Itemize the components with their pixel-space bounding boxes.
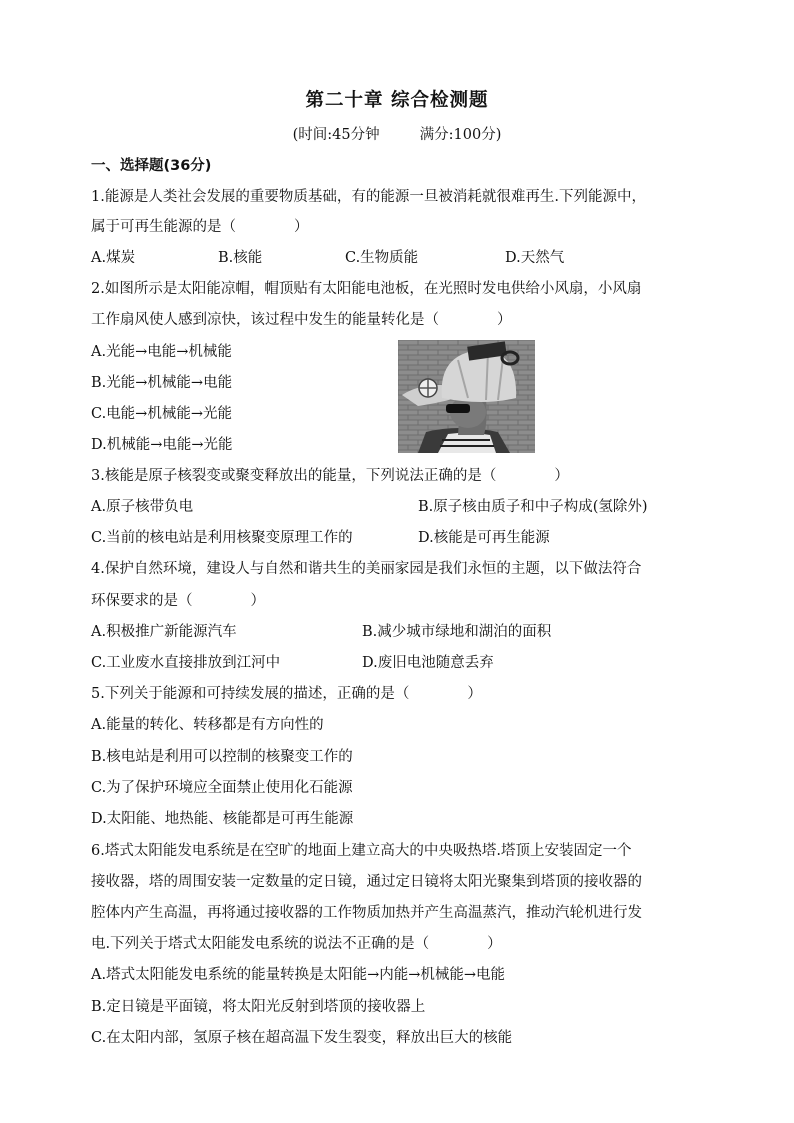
q1-option-a: A.煤炭	[91, 250, 136, 266]
q5-option-b: B.核电站是利用可以控制的核聚变工作的	[91, 749, 353, 765]
q6-option-b: B.定日镜是平面镜，将太阳光反射到塔顶的接收器上	[91, 999, 426, 1015]
question-2-text: 2.如图所示是太阳能凉帽，帽顶贴有太阳能电池板，在光照时发电供给小风扇，小风扇	[91, 281, 642, 297]
q5-option-c: C.为了保护环境应全面禁止使用化石能源	[91, 780, 353, 796]
question-3-text: 3.核能是原子核裂变或聚变释放出的能量，下列说法正确的是（ ）	[91, 468, 569, 484]
page-title: 第二十章 综合检测题	[305, 90, 489, 111]
section-heading: 一、选择题(36分)	[91, 158, 212, 174]
question-2-text-cont: 工作扇风使人感到凉快，该过程中发生的能量转化是（ ）	[91, 312, 512, 328]
question-1-text: 1.能源是人类社会发展的重要物质基础，有的能源一旦被消耗就很难再生.下列能源中，	[91, 189, 646, 205]
q1-option-b: B.核能	[218, 250, 263, 266]
q2-option-d: D.机械能→电能→光能	[91, 437, 233, 453]
exam-time: (时间:45分钟	[292, 127, 380, 143]
question-5-text: 5.下列关于能源和可持续发展的描述，正确的是（ ）	[91, 686, 482, 702]
exam-score: 满分:100分)	[419, 127, 502, 143]
q1-option-c: C.生物质能	[345, 250, 419, 266]
question-4-text-cont: 环保要求的是（ ）	[91, 593, 265, 609]
question-6-text-cont-1: 接收器，塔的周围安装一定数量的定日镜，通过定日镜将太阳光聚集到塔顶的接收器的	[91, 874, 642, 890]
question-6-text: 6.塔式太阳能发电系统是在空旷的地面上建立高大的中央吸热塔.塔顶上安装固定一个	[91, 843, 632, 859]
q2-option-c: C.电能→机械能→光能	[91, 406, 232, 422]
q4-option-c: C.工业废水直接排放到江河中	[91, 655, 281, 671]
question-6-text-cont-2: 腔体内产生高温，再将通过接收器的工作物质加热并产生高温蒸汽，推动汽轮机进行发	[91, 905, 642, 921]
q1-option-d: D.天然气	[505, 250, 565, 266]
q4-option-a: A.积极推广新能源汽车	[91, 624, 237, 640]
q3-option-a: A.原子核带负电	[91, 499, 194, 515]
q3-option-b: B.原子核由质子和中子构成(氢除外)	[418, 499, 648, 515]
question-1-text-cont: 属于可再生能源的是（ ）	[91, 219, 309, 235]
question-4-text: 4.保护自然环境，建设人与自然和谐共生的美丽家园是我们永恒的主题，以下做法符合	[91, 561, 642, 577]
q5-option-d: D.太阳能、地热能、核能都是可再生能源	[91, 811, 354, 827]
q6-option-a: A.塔式太阳能发电系统的能量转换是太阳能→内能→机械能→电能	[91, 967, 506, 983]
q3-option-d: D.核能是可再生能源	[418, 530, 550, 546]
q2-option-b: B.光能→机械能→电能	[91, 375, 233, 391]
exam-info	[0, 123, 794, 144]
q5-option-a: A.能量的转化、转移都是有方向性的	[91, 717, 324, 733]
q2-option-a: A.光能→电能→机械能	[91, 344, 232, 360]
q6-option-c: C.在太阳内部，氢原子核在超高温下发生裂变，释放出巨大的核能	[91, 1030, 513, 1046]
solar-hat-photo	[398, 340, 535, 453]
q3-option-c: C.当前的核电站是利用核聚变原理工作的	[91, 530, 353, 546]
question-6-text-cont-3: 电.下列关于塔式太阳能发电系统的说法不正确的是（ ）	[91, 936, 502, 952]
q4-option-b: B.减少城市绿地和湖泊的面积	[362, 624, 552, 640]
q4-option-d: D.废旧电池随意丢弃	[362, 655, 494, 671]
